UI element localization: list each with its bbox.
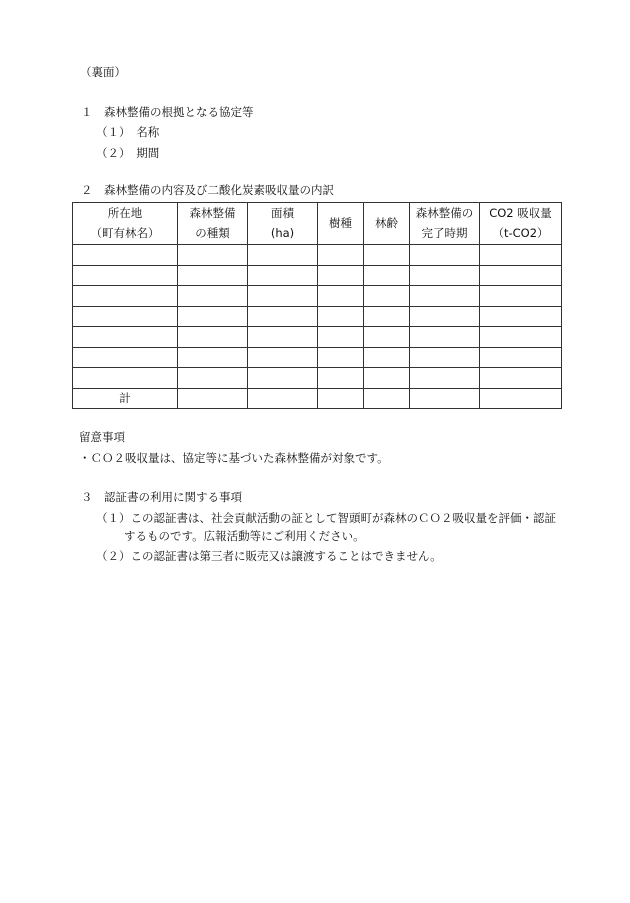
table-cell — [480, 347, 562, 368]
table-cell — [318, 265, 364, 286]
table-cell — [480, 388, 562, 409]
table-row — [73, 286, 562, 307]
table-cell — [480, 245, 562, 266]
table-cell — [178, 265, 248, 286]
section3-item2: （２）この認証書は第三者に販売又は譲渡することはできません。 — [96, 549, 442, 563]
table-cell — [178, 388, 248, 409]
table-row — [73, 265, 562, 286]
table-row — [73, 347, 562, 368]
table-row — [73, 368, 562, 389]
table-cell — [318, 347, 364, 368]
table-row — [73, 245, 562, 266]
section2-heading: ２ 森林整備の内容及び二酸化炭素吸収量の内訳 — [81, 183, 334, 197]
table-cell — [410, 265, 480, 286]
table-cell — [178, 368, 248, 389]
table-cell — [480, 286, 562, 307]
table-cell — [178, 306, 248, 327]
page-side-label: （裏面） — [80, 65, 126, 79]
section1-item-period: （２） 期間 — [96, 146, 160, 160]
table-cell — [364, 286, 410, 307]
column-header-type: 森林整備 の種類 — [178, 203, 248, 245]
column-header-area: 面積 (ha) — [248, 203, 318, 245]
table-cell — [178, 347, 248, 368]
table-cell — [410, 388, 480, 409]
table-cell — [178, 245, 248, 266]
table-cell — [318, 306, 364, 327]
table-cell — [410, 347, 480, 368]
table-cell — [480, 368, 562, 389]
table-cell — [410, 306, 480, 327]
table-cell — [364, 327, 410, 348]
forest-breakdown-table — [72, 202, 562, 409]
table-cell — [480, 327, 562, 348]
table-cell — [364, 388, 410, 409]
table-cell — [480, 306, 562, 327]
section3-heading: ３ 認証書の利用に関する事項 — [81, 490, 242, 504]
table-cell — [178, 286, 248, 307]
total-label: 計 — [73, 388, 178, 409]
section1-item-name: （１） 名称 — [96, 125, 160, 139]
table-cell — [364, 265, 410, 286]
section3-item1-line1: （１）この認証書は、社会貢献活動の証として智頭町が森林のＣＯ２吸収量を評価・認証 — [96, 511, 556, 525]
column-header-co2: CO2 吸収量 （t-CO2） — [480, 203, 562, 245]
table-cell — [364, 347, 410, 368]
notes-text: ・ＣＯ２吸収量は、協定等に基づいた森林整備が対象です。 — [79, 451, 389, 465]
table-cell — [248, 368, 318, 389]
table-cell — [248, 327, 318, 348]
table-cell — [73, 286, 178, 307]
table-cell — [480, 265, 562, 286]
table-cell — [73, 245, 178, 266]
column-header-age: 林齢 — [364, 203, 410, 245]
table-cell — [248, 347, 318, 368]
table-cell — [318, 368, 364, 389]
section3-item1-line2: するものです。広報活動等にご利用ください。 — [124, 529, 365, 543]
table-cell — [73, 327, 178, 348]
table-cell — [364, 245, 410, 266]
table-header-row — [73, 203, 562, 245]
table-cell — [248, 306, 318, 327]
table-cell — [364, 368, 410, 389]
table-cell — [73, 368, 178, 389]
section1-heading: １ 森林整備の根拠となる協定等 — [81, 105, 254, 119]
notes-heading: 留意事項 — [79, 430, 125, 444]
table-cell — [73, 347, 178, 368]
table-cell — [318, 388, 364, 409]
table-cell — [178, 327, 248, 348]
table-cell — [410, 368, 480, 389]
table-cell — [248, 245, 318, 266]
table-cell — [318, 286, 364, 307]
table-total-row — [73, 388, 562, 409]
table-cell — [364, 306, 410, 327]
table-cell — [410, 245, 480, 266]
table-cell — [248, 265, 318, 286]
table-row — [73, 327, 562, 348]
table-cell — [248, 388, 318, 409]
table-cell — [73, 265, 178, 286]
table-row — [73, 306, 562, 327]
table-cell — [410, 327, 480, 348]
table-cell — [318, 327, 364, 348]
table-cell — [410, 286, 480, 307]
column-header-species: 樹種 — [318, 203, 364, 245]
table-cell — [248, 286, 318, 307]
table-cell — [318, 245, 364, 266]
table-cell — [73, 306, 178, 327]
column-header-completion: 森林整備の 完了時期 — [410, 203, 480, 245]
column-header-location: 所在地 （町有林名） — [73, 203, 178, 245]
